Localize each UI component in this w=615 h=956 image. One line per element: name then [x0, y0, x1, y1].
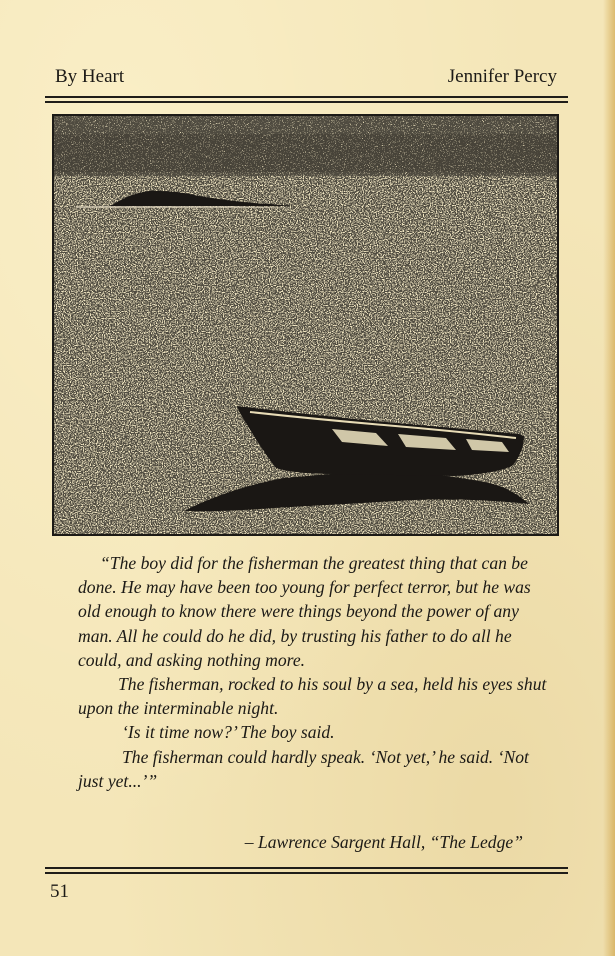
header-rule-bottom	[45, 101, 568, 103]
running-header-title: By Heart	[55, 66, 125, 87]
footer-rule-top	[45, 867, 568, 869]
quote-paragraph: The fisherman, rocked to his soul by a sea, held his eyes shut upon the interminable night.	[78, 674, 547, 719]
quote-paragraph: The fisherman could hardly speak. ‘Not yet,’ he said. ‘Not just yet...’”	[78, 746, 529, 791]
header-rule-top	[45, 96, 568, 98]
footer-rule-bottom	[45, 872, 568, 874]
quote-paragraph: “The boy did for the fisherman the greatest thing that can be done. He may have been too young for perfect terror, but he was old enough to know there were things beyond the power of any man. All he could do he did, by trusting his father to do all he could, and asking nothing more.	[78, 553, 531, 670]
boat-illustration	[52, 114, 559, 536]
running-header-author: Jennifer Percy	[447, 66, 557, 87]
sky-shading	[54, 134, 557, 172]
quote-attribution: – Lawrence Sargent Hall, “The Ledge”	[244, 832, 523, 852]
page-edge-stain	[603, 0, 615, 956]
boat-illustration-svg	[54, 116, 557, 534]
page-number: 51	[50, 881, 69, 902]
quote-block	[78, 551, 548, 793]
quote-paragraph: ‘Is it time now?’ The boy said.	[122, 722, 335, 743]
